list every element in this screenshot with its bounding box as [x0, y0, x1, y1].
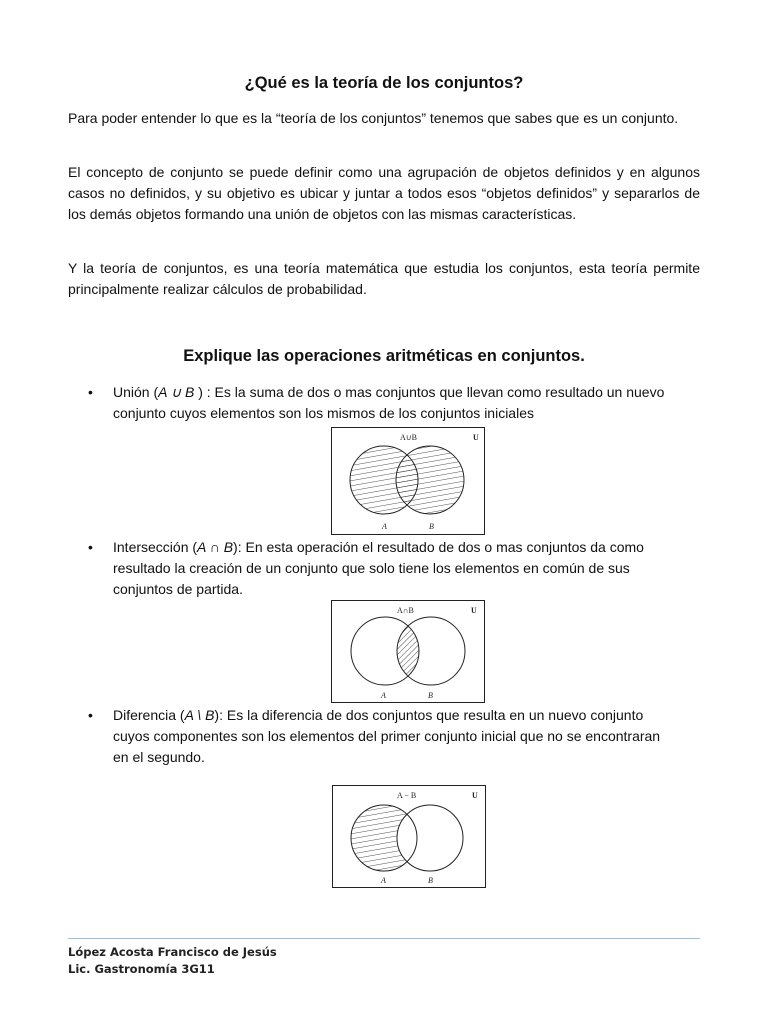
bullet-marker: •	[88, 707, 93, 723]
universe-label: U	[472, 791, 478, 800]
bullet-text	[113, 537, 673, 600]
footer-course: Lic. Gastronomía 3G11	[68, 962, 215, 976]
bullet-description: ): En esta operación el resultado de dos o mas conjuntos da como resultado la creación de un conjunto que solo tiene los elementos en común de sus conjuntos de partida.	[113, 539, 644, 597]
operation-label: A∪B	[400, 433, 417, 442]
bullet-description: ) : Es la suma de dos o mas conjuntos que llevan como resultado un nuevo conjunto cuyos elementos son los mismos de los conjuntos iniciales	[113, 384, 665, 421]
bullet-text	[113, 382, 673, 424]
footer-author: López Acosta Francisco de Jesús	[68, 945, 277, 959]
section-heading: Explique las operaciones aritméticas en conjuntos.	[183, 347, 585, 365]
venn-diagram-union	[331, 427, 485, 535]
footer-rule	[68, 938, 700, 939]
set-b-label: B	[428, 691, 433, 700]
set-a-label: A	[381, 691, 386, 700]
page-title: ¿Qué es la teoría de los conjuntos?	[244, 74, 524, 92]
bullet-text	[113, 705, 673, 768]
operation-label: A∩B	[397, 606, 414, 615]
bullet-marker: •	[88, 539, 93, 555]
venn-diagram-intersection	[331, 600, 485, 703]
venn-union-graphic	[332, 428, 484, 534]
bullet-term: Diferencia (	[113, 707, 185, 723]
set-a-label: A	[381, 876, 386, 885]
set-b-label: B	[429, 522, 434, 531]
universe-label: U	[473, 433, 479, 442]
operation-label: A − B	[397, 791, 417, 800]
set-a-label: A	[382, 522, 387, 531]
venn-diagram-difference	[332, 785, 486, 888]
paragraph-definition: El concepto de conjunto se puede definir como una agrupación de objetos definidos y en algunos casos no definidos, y su objetivo es ubicar y juntar a todos esos “objetos definidos” y separarlos de los demás objetos formando una unión de objetos con las mismas características.	[68, 164, 700, 222]
bullet-term: Unión (	[113, 384, 159, 400]
bullet-notation: A ∪ B	[158, 384, 195, 400]
paragraph-intro: Para poder entender lo que es la “teoría de los conjuntos” tenemos que sabes que es un conjunto.	[68, 110, 679, 126]
bullet-description: ): Es la diferencia de dos conjuntos que resulta en un nuevo conjunto cuyos componentes son los elementos del primer conjunto inicial que no se encontraran en el segundo.	[113, 707, 661, 765]
universe-label: U	[471, 606, 477, 615]
paragraph-theory: Y la teoría de conjuntos, es una teoría matemática que estudia los conjuntos, esta teoría permite principalmente realizar cálculos de probabilidad.	[68, 260, 700, 297]
bullet-term: Intersección (	[113, 539, 198, 555]
bullet-notation: A ∩ B	[197, 539, 234, 555]
set-b-label: B	[428, 876, 433, 885]
set-b-circle	[396, 446, 464, 514]
bullet-notation: A \ B	[184, 707, 215, 723]
venn-intersection-graphic	[332, 601, 484, 702]
bullet-marker: •	[88, 384, 93, 400]
venn-difference-graphic	[333, 786, 485, 887]
